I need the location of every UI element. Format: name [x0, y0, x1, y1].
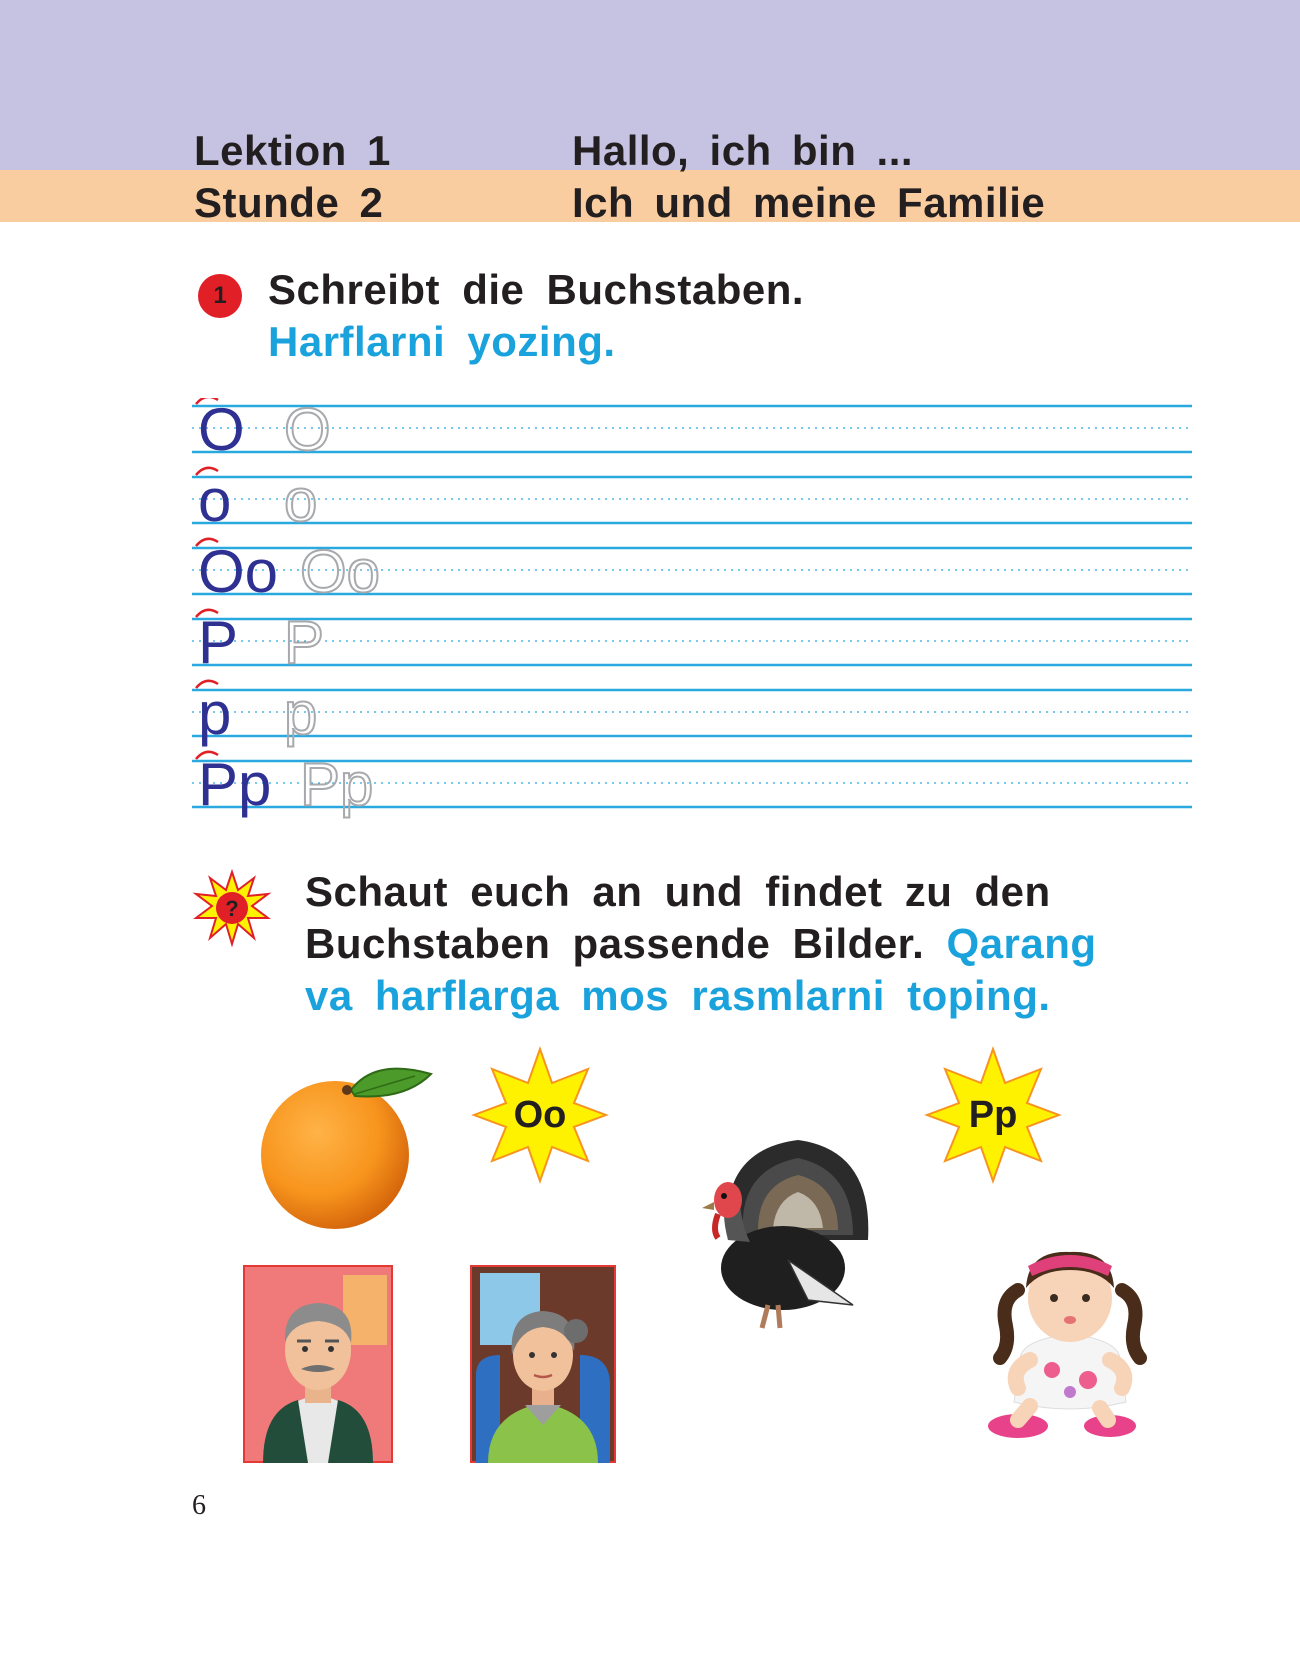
writing-row-sample: Oo [198, 538, 279, 605]
question-star-icon [192, 868, 272, 948]
writing-row-trace: O [284, 398, 331, 463]
star-label-pp [923, 1045, 1063, 1185]
orange-icon [255, 1052, 435, 1232]
page-number: 6 [192, 1490, 206, 1521]
writing-row-trace: o [284, 467, 318, 534]
exercise-number-badge: 1 [198, 274, 242, 318]
handwriting-lines [192, 398, 1192, 828]
star-label-oo-text: Oo [513, 1094, 567, 1136]
writing-row [192, 751, 1192, 818]
writing-row-trace: P [284, 609, 325, 676]
star-label-oo [470, 1045, 610, 1185]
exercise2-instruction-uz-line2: Qarang [946, 920, 1097, 967]
exercise1-instruction-de: Schreibt die Buchstaben. [268, 266, 805, 313]
writing-row [192, 467, 1192, 534]
writing-row [192, 398, 1192, 463]
hour-label: Stunde 2 [194, 179, 384, 226]
doll-icon [970, 1230, 1170, 1440]
exercise1-instruction-uz: Harflarni yozing. [268, 318, 616, 365]
star-label-pp-text: Pp [968, 1094, 1018, 1136]
writing-row [192, 609, 1192, 676]
exercise2-instruction-line2 [305, 918, 1097, 970]
writing-row-sample: p [198, 680, 232, 747]
turkey-icon [688, 1130, 878, 1330]
writing-row-sample: o [198, 467, 232, 534]
writing-row [192, 680, 1192, 747]
grandfather-icon [243, 1265, 393, 1463]
question-badge: ? [225, 896, 239, 921]
writing-row [192, 538, 1192, 605]
lesson-title: Hallo, ich bin ... [572, 127, 914, 174]
writing-row-sample: O [198, 398, 245, 463]
hour-title: Ich und meine Familie [572, 179, 1046, 226]
exercise2-instruction-de-line2: Buchstaben passende Bilder. [305, 920, 925, 967]
grandmother-icon [470, 1265, 616, 1463]
writing-row-sample: Pp [198, 751, 272, 818]
lesson-label: Lektion 1 [194, 127, 391, 174]
exercise2-instruction-line1: Schaut euch an und findet zu den [305, 868, 1051, 915]
exercise2-instruction-line3: va harflarga mos rasmlarni toping. [305, 972, 1051, 1019]
writing-row-trace: Pp [300, 751, 374, 818]
writing-row-trace: p [284, 680, 318, 747]
writing-row-trace: Oo [300, 538, 381, 605]
writing-row-sample: P [198, 609, 239, 676]
